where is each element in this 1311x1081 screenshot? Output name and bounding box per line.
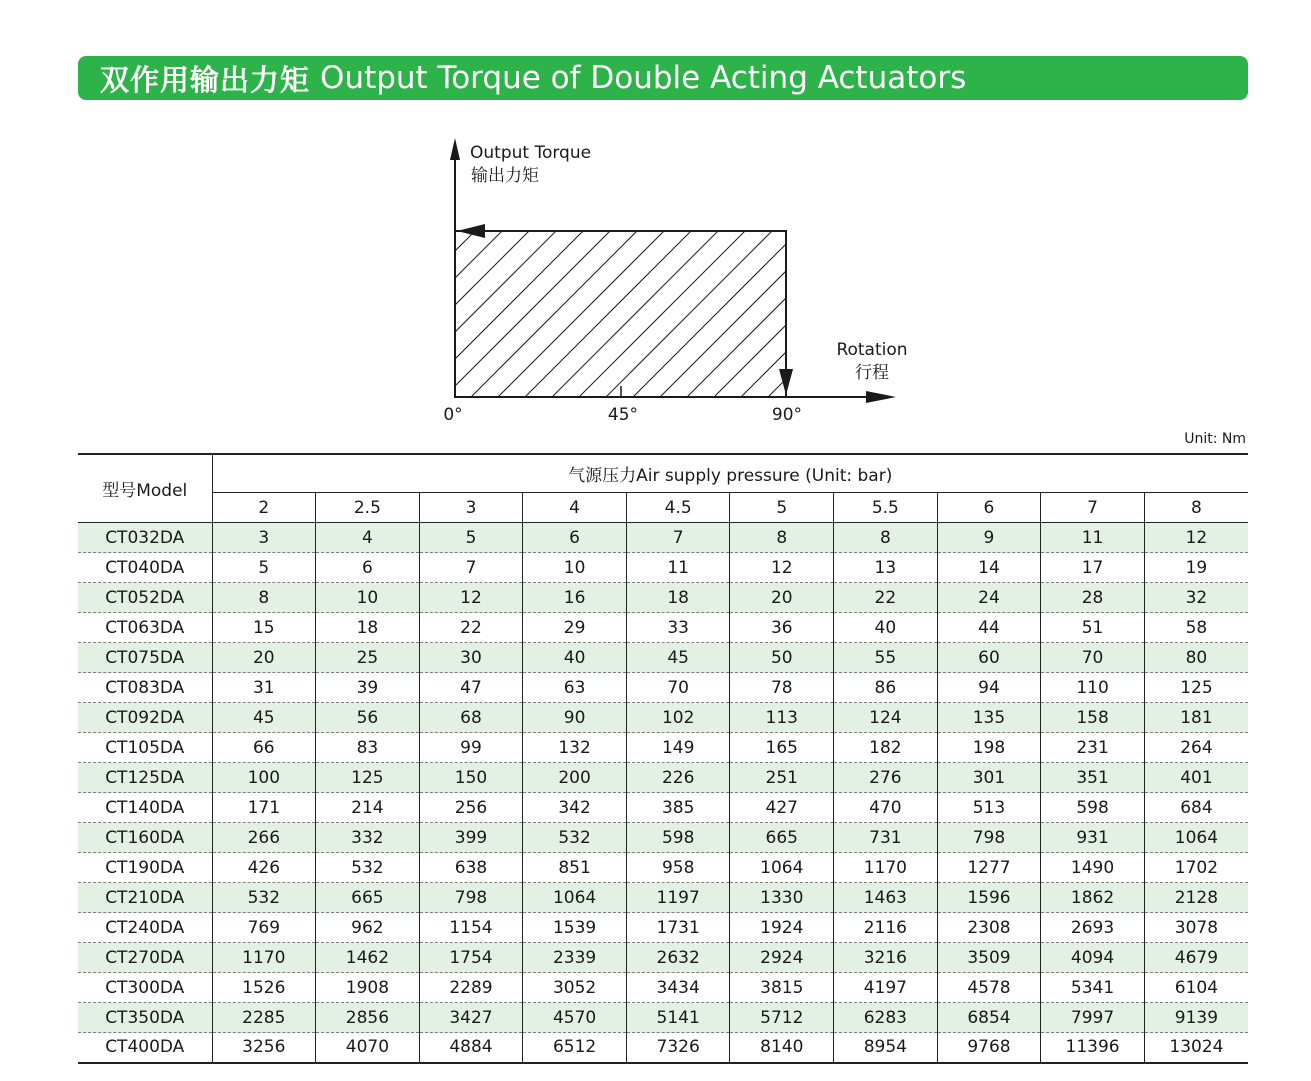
model-cell: CT190DA xyxy=(78,853,212,883)
hatch-line xyxy=(471,197,671,397)
torque-value-cell: 7326 xyxy=(626,1033,730,1063)
torque-value-cell: 102 xyxy=(626,703,730,733)
table-row xyxy=(78,1033,1248,1063)
torque-value-cell: 8140 xyxy=(730,1033,834,1063)
torque-value-cell: 4679 xyxy=(1144,943,1248,973)
torque-value-cell: 11 xyxy=(1041,523,1145,553)
torque-value-cell: 12 xyxy=(1144,523,1248,553)
torque-value-cell: 8 xyxy=(212,583,316,613)
torque-value-cell: 401 xyxy=(1144,763,1248,793)
pressure-header-cell: 4 xyxy=(523,493,627,523)
torque-value-cell: 63 xyxy=(523,673,627,703)
torque-value-cell: 18 xyxy=(316,613,420,643)
torque-value-cell: 150 xyxy=(419,763,523,793)
torque-value-cell: 399 xyxy=(419,823,523,853)
y-axis-arrow-icon xyxy=(450,138,460,160)
model-cell: CT400DA xyxy=(78,1033,212,1063)
torque-value-cell: 3509 xyxy=(937,943,1041,973)
hatch-line xyxy=(417,197,617,397)
torque-value-cell: 22 xyxy=(834,583,938,613)
torque-value-cell: 40 xyxy=(834,613,938,643)
torque-value-cell: 29 xyxy=(523,613,627,643)
torque-value-cell: 11396 xyxy=(1041,1033,1145,1063)
torque-value-cell: 66 xyxy=(212,733,316,763)
torque-value-cell: 2339 xyxy=(523,943,627,973)
torque-value-cell: 2924 xyxy=(730,943,834,973)
torque-value-cell: 231 xyxy=(1041,733,1145,763)
hatch-line xyxy=(633,197,833,397)
torque-value-cell: 958 xyxy=(626,853,730,883)
torque-direction-arrow-icon xyxy=(457,224,485,238)
x-axis-label-chinese: 行程 xyxy=(855,363,889,383)
torque-value-cell: 638 xyxy=(419,853,523,883)
torque-value-cell: 264 xyxy=(1144,733,1248,763)
x-axis-label-english: Rotation xyxy=(836,340,908,360)
hatch-line xyxy=(741,197,941,397)
torque-value-cell: 3216 xyxy=(834,943,938,973)
model-cell: CT083DA xyxy=(78,673,212,703)
torque-value-cell: 80 xyxy=(1144,643,1248,673)
torque-table xyxy=(78,453,1248,1064)
torque-value-cell: 532 xyxy=(316,853,420,883)
model-cell: CT160DA xyxy=(78,823,212,853)
table-row xyxy=(78,673,1248,703)
torque-value-cell: 798 xyxy=(419,883,523,913)
torque-value-cell: 1154 xyxy=(419,913,523,943)
torque-value-cell: 6512 xyxy=(523,1033,627,1063)
torque-value-cell: 2693 xyxy=(1041,913,1145,943)
torque-value-cell: 10 xyxy=(523,553,627,583)
model-cell: CT075DA xyxy=(78,643,212,673)
table-row xyxy=(78,733,1248,763)
hatch-line xyxy=(552,197,752,397)
table-row xyxy=(78,793,1248,823)
x-axis-arrow-icon xyxy=(866,391,896,403)
torque-value-cell: 731 xyxy=(834,823,938,853)
torque-value-cell: 78 xyxy=(730,673,834,703)
torque-value-cell: 70 xyxy=(1041,643,1145,673)
torque-value-cell: 7 xyxy=(419,553,523,583)
torque-value-cell: 8 xyxy=(730,523,834,553)
torque-table-body xyxy=(78,523,1248,1063)
torque-value-cell: 4 xyxy=(316,523,420,553)
torque-value-cell: 769 xyxy=(212,913,316,943)
torque-value-cell: 3434 xyxy=(626,973,730,1003)
torque-value-cell: 665 xyxy=(316,883,420,913)
hatch-line xyxy=(795,197,995,397)
torque-value-cell: 1924 xyxy=(730,913,834,943)
torque-value-cell: 7997 xyxy=(1041,1003,1145,1033)
table-row xyxy=(78,613,1248,643)
torque-value-cell: 20 xyxy=(212,643,316,673)
torque-value-cell: 3052 xyxy=(523,973,627,1003)
torque-value-cell: 1526 xyxy=(212,973,316,1003)
model-cell: CT240DA xyxy=(78,913,212,943)
section-title-chinese: 双作用输出力矩 xyxy=(100,62,311,97)
torque-value-cell: 1462 xyxy=(316,943,420,973)
hatch-line xyxy=(390,197,590,397)
table-row xyxy=(78,553,1248,583)
torque-value-cell: 149 xyxy=(626,733,730,763)
torque-value-cell: 1064 xyxy=(730,853,834,883)
pressure-header-cell: 2 xyxy=(212,493,316,523)
torque-value-cell: 12 xyxy=(730,553,834,583)
torque-value-cell: 40 xyxy=(523,643,627,673)
pressure-group-header: 气源压力Air supply pressure (Unit: bar) xyxy=(212,454,1248,493)
torque-value-cell: 28 xyxy=(1041,583,1145,613)
torque-value-cell: 1702 xyxy=(1144,853,1248,883)
table-row xyxy=(78,943,1248,973)
torque-value-cell: 962 xyxy=(316,913,420,943)
torque-value-cell: 18 xyxy=(626,583,730,613)
pressure-header-cell: 5 xyxy=(730,493,834,523)
torque-value-cell: 3427 xyxy=(419,1003,523,1033)
pressure-header-cell: 2.5 xyxy=(316,493,420,523)
torque-value-cell: 47 xyxy=(419,673,523,703)
output-torque-diagram xyxy=(0,0,1311,440)
torque-value-cell: 125 xyxy=(316,763,420,793)
torque-value-cell: 598 xyxy=(1041,793,1145,823)
model-cell: CT350DA xyxy=(78,1003,212,1033)
model-cell: CT063DA xyxy=(78,613,212,643)
torque-value-cell: 200 xyxy=(523,763,627,793)
model-cell: CT092DA xyxy=(78,703,212,733)
torque-value-cell: 13 xyxy=(834,553,938,583)
pressure-header-cell: 8 xyxy=(1144,493,1248,523)
hatch-line xyxy=(282,197,482,397)
torque-value-cell: 1064 xyxy=(1144,823,1248,853)
torque-value-cell: 1490 xyxy=(1041,853,1145,883)
torque-value-cell: 6854 xyxy=(937,1003,1041,1033)
torque-value-cell: 4570 xyxy=(523,1003,627,1033)
torque-value-cell: 4884 xyxy=(419,1033,523,1063)
torque-value-cell: 1170 xyxy=(212,943,316,973)
torque-value-cell: 56 xyxy=(316,703,420,733)
table-row xyxy=(78,823,1248,853)
pressure-header-cell: 7 xyxy=(1041,493,1145,523)
pressure-header-cell: 6 xyxy=(937,493,1041,523)
torque-value-cell: 266 xyxy=(212,823,316,853)
torque-value-cell: 1908 xyxy=(316,973,420,1003)
table-row xyxy=(78,523,1248,553)
torque-value-cell: 532 xyxy=(523,823,627,853)
torque-value-cell: 5341 xyxy=(1041,973,1145,1003)
torque-value-cell: 17 xyxy=(1041,553,1145,583)
model-column-header: 型号Model xyxy=(78,454,212,523)
torque-value-cell: 6104 xyxy=(1144,973,1248,1003)
table-row xyxy=(78,583,1248,613)
torque-value-cell: 9768 xyxy=(937,1033,1041,1063)
torque-value-cell: 351 xyxy=(1041,763,1145,793)
torque-value-cell: 1862 xyxy=(1041,883,1145,913)
torque-value-cell: 30 xyxy=(419,643,523,673)
torque-value-cell: 2289 xyxy=(419,973,523,1003)
torque-value-cell: 25 xyxy=(316,643,420,673)
model-cell: CT105DA xyxy=(78,733,212,763)
torque-value-cell: 135 xyxy=(937,703,1041,733)
torque-value-cell: 3078 xyxy=(1144,913,1248,943)
model-cell: CT040DA xyxy=(78,553,212,583)
rotation-end-arrow-icon xyxy=(779,369,793,395)
torque-value-cell: 226 xyxy=(626,763,730,793)
torque-value-cell: 60 xyxy=(937,643,1041,673)
torque-value-cell: 684 xyxy=(1144,793,1248,823)
torque-value-cell: 2285 xyxy=(212,1003,316,1033)
torque-value-cell: 31 xyxy=(212,673,316,703)
torque-value-cell: 181 xyxy=(1144,703,1248,733)
torque-value-cell: 20 xyxy=(730,583,834,613)
hatch-line xyxy=(255,197,455,397)
torque-value-cell: 1197 xyxy=(626,883,730,913)
model-cell: CT052DA xyxy=(78,583,212,613)
tick-label-45: 45° xyxy=(607,405,639,425)
torque-value-cell: 4578 xyxy=(937,973,1041,1003)
torque-value-cell: 1064 xyxy=(523,883,627,913)
torque-value-cell: 2856 xyxy=(316,1003,420,1033)
torque-value-cell: 256 xyxy=(419,793,523,823)
torque-value-cell: 5 xyxy=(419,523,523,553)
hatch-line xyxy=(606,197,806,397)
torque-value-cell: 8 xyxy=(834,523,938,553)
table-row xyxy=(78,763,1248,793)
torque-value-cell: 931 xyxy=(1041,823,1145,853)
torque-value-cell: 83 xyxy=(316,733,420,763)
model-cell: CT270DA xyxy=(78,943,212,973)
model-cell: CT300DA xyxy=(78,973,212,1003)
table-row xyxy=(78,853,1248,883)
torque-value-cell: 342 xyxy=(523,793,627,823)
torque-value-cell: 132 xyxy=(523,733,627,763)
torque-value-cell: 2632 xyxy=(626,943,730,973)
tick-label-0: 0° xyxy=(443,405,463,425)
y-axis-label-english: Output Torque xyxy=(470,143,592,163)
torque-value-cell: 3256 xyxy=(212,1033,316,1063)
torque-value-cell: 86 xyxy=(834,673,938,703)
table-row xyxy=(78,913,1248,943)
torque-value-cell: 513 xyxy=(937,793,1041,823)
torque-value-cell: 251 xyxy=(730,763,834,793)
torque-value-cell: 124 xyxy=(834,703,938,733)
torque-value-cell: 15 xyxy=(212,613,316,643)
pressure-header-row xyxy=(78,493,1248,523)
torque-value-cell: 70 xyxy=(626,673,730,703)
torque-value-cell: 1731 xyxy=(626,913,730,943)
y-axis-label-chinese: 输出力矩 xyxy=(471,166,539,186)
torque-value-cell: 276 xyxy=(834,763,938,793)
model-cell: CT210DA xyxy=(78,883,212,913)
torque-value-cell: 851 xyxy=(523,853,627,883)
torque-value-cell: 1754 xyxy=(419,943,523,973)
torque-value-cell: 3815 xyxy=(730,973,834,1003)
torque-value-cell: 2308 xyxy=(937,913,1041,943)
torque-value-cell: 44 xyxy=(937,613,1041,643)
torque-value-cell: 171 xyxy=(212,793,316,823)
torque-value-cell: 470 xyxy=(834,793,938,823)
torque-value-cell: 4070 xyxy=(316,1033,420,1063)
torque-value-cell: 16 xyxy=(523,583,627,613)
hatch-line xyxy=(660,197,860,397)
torque-value-cell: 532 xyxy=(212,883,316,913)
torque-value-cell: 1170 xyxy=(834,853,938,883)
torque-value-cell: 13024 xyxy=(1144,1033,1248,1063)
torque-value-cell: 214 xyxy=(316,793,420,823)
torque-value-cell: 90 xyxy=(523,703,627,733)
tick-label-90: 90° xyxy=(771,405,803,425)
hatch-line xyxy=(498,197,698,397)
torque-value-cell: 5 xyxy=(212,553,316,583)
hatch-line xyxy=(336,197,536,397)
hatch-line xyxy=(579,197,779,397)
torque-value-cell: 5141 xyxy=(626,1003,730,1033)
torque-value-cell: 58 xyxy=(1144,613,1248,643)
torque-value-cell: 50 xyxy=(730,643,834,673)
torque-value-cell: 113 xyxy=(730,703,834,733)
model-cell: CT125DA xyxy=(78,763,212,793)
table-row xyxy=(78,1003,1248,1033)
model-cell: CT032DA xyxy=(78,523,212,553)
hatch-line xyxy=(363,197,563,397)
table-row xyxy=(78,883,1248,913)
torque-value-cell: 4094 xyxy=(1041,943,1145,973)
torque-value-cell: 6283 xyxy=(834,1003,938,1033)
torque-value-cell: 1539 xyxy=(523,913,627,943)
table-row xyxy=(78,643,1248,673)
torque-value-cell: 51 xyxy=(1041,613,1145,643)
torque-value-cell: 7 xyxy=(626,523,730,553)
pressure-header-cell: 5.5 xyxy=(834,493,938,523)
torque-value-cell: 33 xyxy=(626,613,730,643)
torque-value-cell: 22 xyxy=(419,613,523,643)
torque-value-cell: 68 xyxy=(419,703,523,733)
torque-value-cell: 32 xyxy=(1144,583,1248,613)
torque-value-cell: 39 xyxy=(316,673,420,703)
torque-value-cell: 8954 xyxy=(834,1033,938,1063)
torque-value-cell: 14 xyxy=(937,553,1041,583)
torque-value-cell: 6 xyxy=(316,553,420,583)
model-cell: CT140DA xyxy=(78,793,212,823)
torque-value-cell: 198 xyxy=(937,733,1041,763)
torque-value-cell: 598 xyxy=(626,823,730,853)
torque-value-cell: 36 xyxy=(730,613,834,643)
torque-value-cell: 158 xyxy=(1041,703,1145,733)
torque-value-cell: 1330 xyxy=(730,883,834,913)
torque-value-cell: 426 xyxy=(212,853,316,883)
torque-value-cell: 182 xyxy=(834,733,938,763)
torque-value-cell: 798 xyxy=(937,823,1041,853)
torque-value-cell: 5712 xyxy=(730,1003,834,1033)
torque-value-cell: 301 xyxy=(937,763,1041,793)
torque-value-cell: 45 xyxy=(626,643,730,673)
table-row xyxy=(78,703,1248,733)
torque-value-cell: 332 xyxy=(316,823,420,853)
torque-value-cell: 385 xyxy=(626,793,730,823)
torque-value-cell: 3 xyxy=(212,523,316,553)
torque-value-cell: 2116 xyxy=(834,913,938,943)
torque-value-cell: 165 xyxy=(730,733,834,763)
torque-value-cell: 24 xyxy=(937,583,1041,613)
torque-value-cell: 12 xyxy=(419,583,523,613)
pressure-header-cell: 4.5 xyxy=(626,493,730,523)
torque-value-cell: 9139 xyxy=(1144,1003,1248,1033)
torque-value-cell: 11 xyxy=(626,553,730,583)
torque-value-cell: 100 xyxy=(212,763,316,793)
torque-value-cell: 10 xyxy=(316,583,420,613)
torque-value-cell: 1596 xyxy=(937,883,1041,913)
torque-value-cell: 1277 xyxy=(937,853,1041,883)
torque-value-cell: 45 xyxy=(212,703,316,733)
hatch-line xyxy=(525,197,725,397)
torque-value-cell: 4197 xyxy=(834,973,938,1003)
torque-value-cell: 1463 xyxy=(834,883,938,913)
section-title-english: Output Torque of Double Acting Actuators xyxy=(320,60,967,96)
torque-value-cell: 2128 xyxy=(1144,883,1248,913)
torque-value-cell: 9 xyxy=(937,523,1041,553)
pressure-header-cell: 3 xyxy=(419,493,523,523)
torque-value-cell: 125 xyxy=(1144,673,1248,703)
torque-value-cell: 55 xyxy=(834,643,938,673)
torque-value-cell: 427 xyxy=(730,793,834,823)
torque-value-cell: 19 xyxy=(1144,553,1248,583)
table-row xyxy=(78,973,1248,1003)
torque-value-cell: 99 xyxy=(419,733,523,763)
unit-label: Unit: Nm xyxy=(1184,431,1246,447)
torque-value-cell: 665 xyxy=(730,823,834,853)
torque-value-cell: 110 xyxy=(1041,673,1145,703)
torque-value-cell: 94 xyxy=(937,673,1041,703)
torque-value-cell: 6 xyxy=(523,523,627,553)
